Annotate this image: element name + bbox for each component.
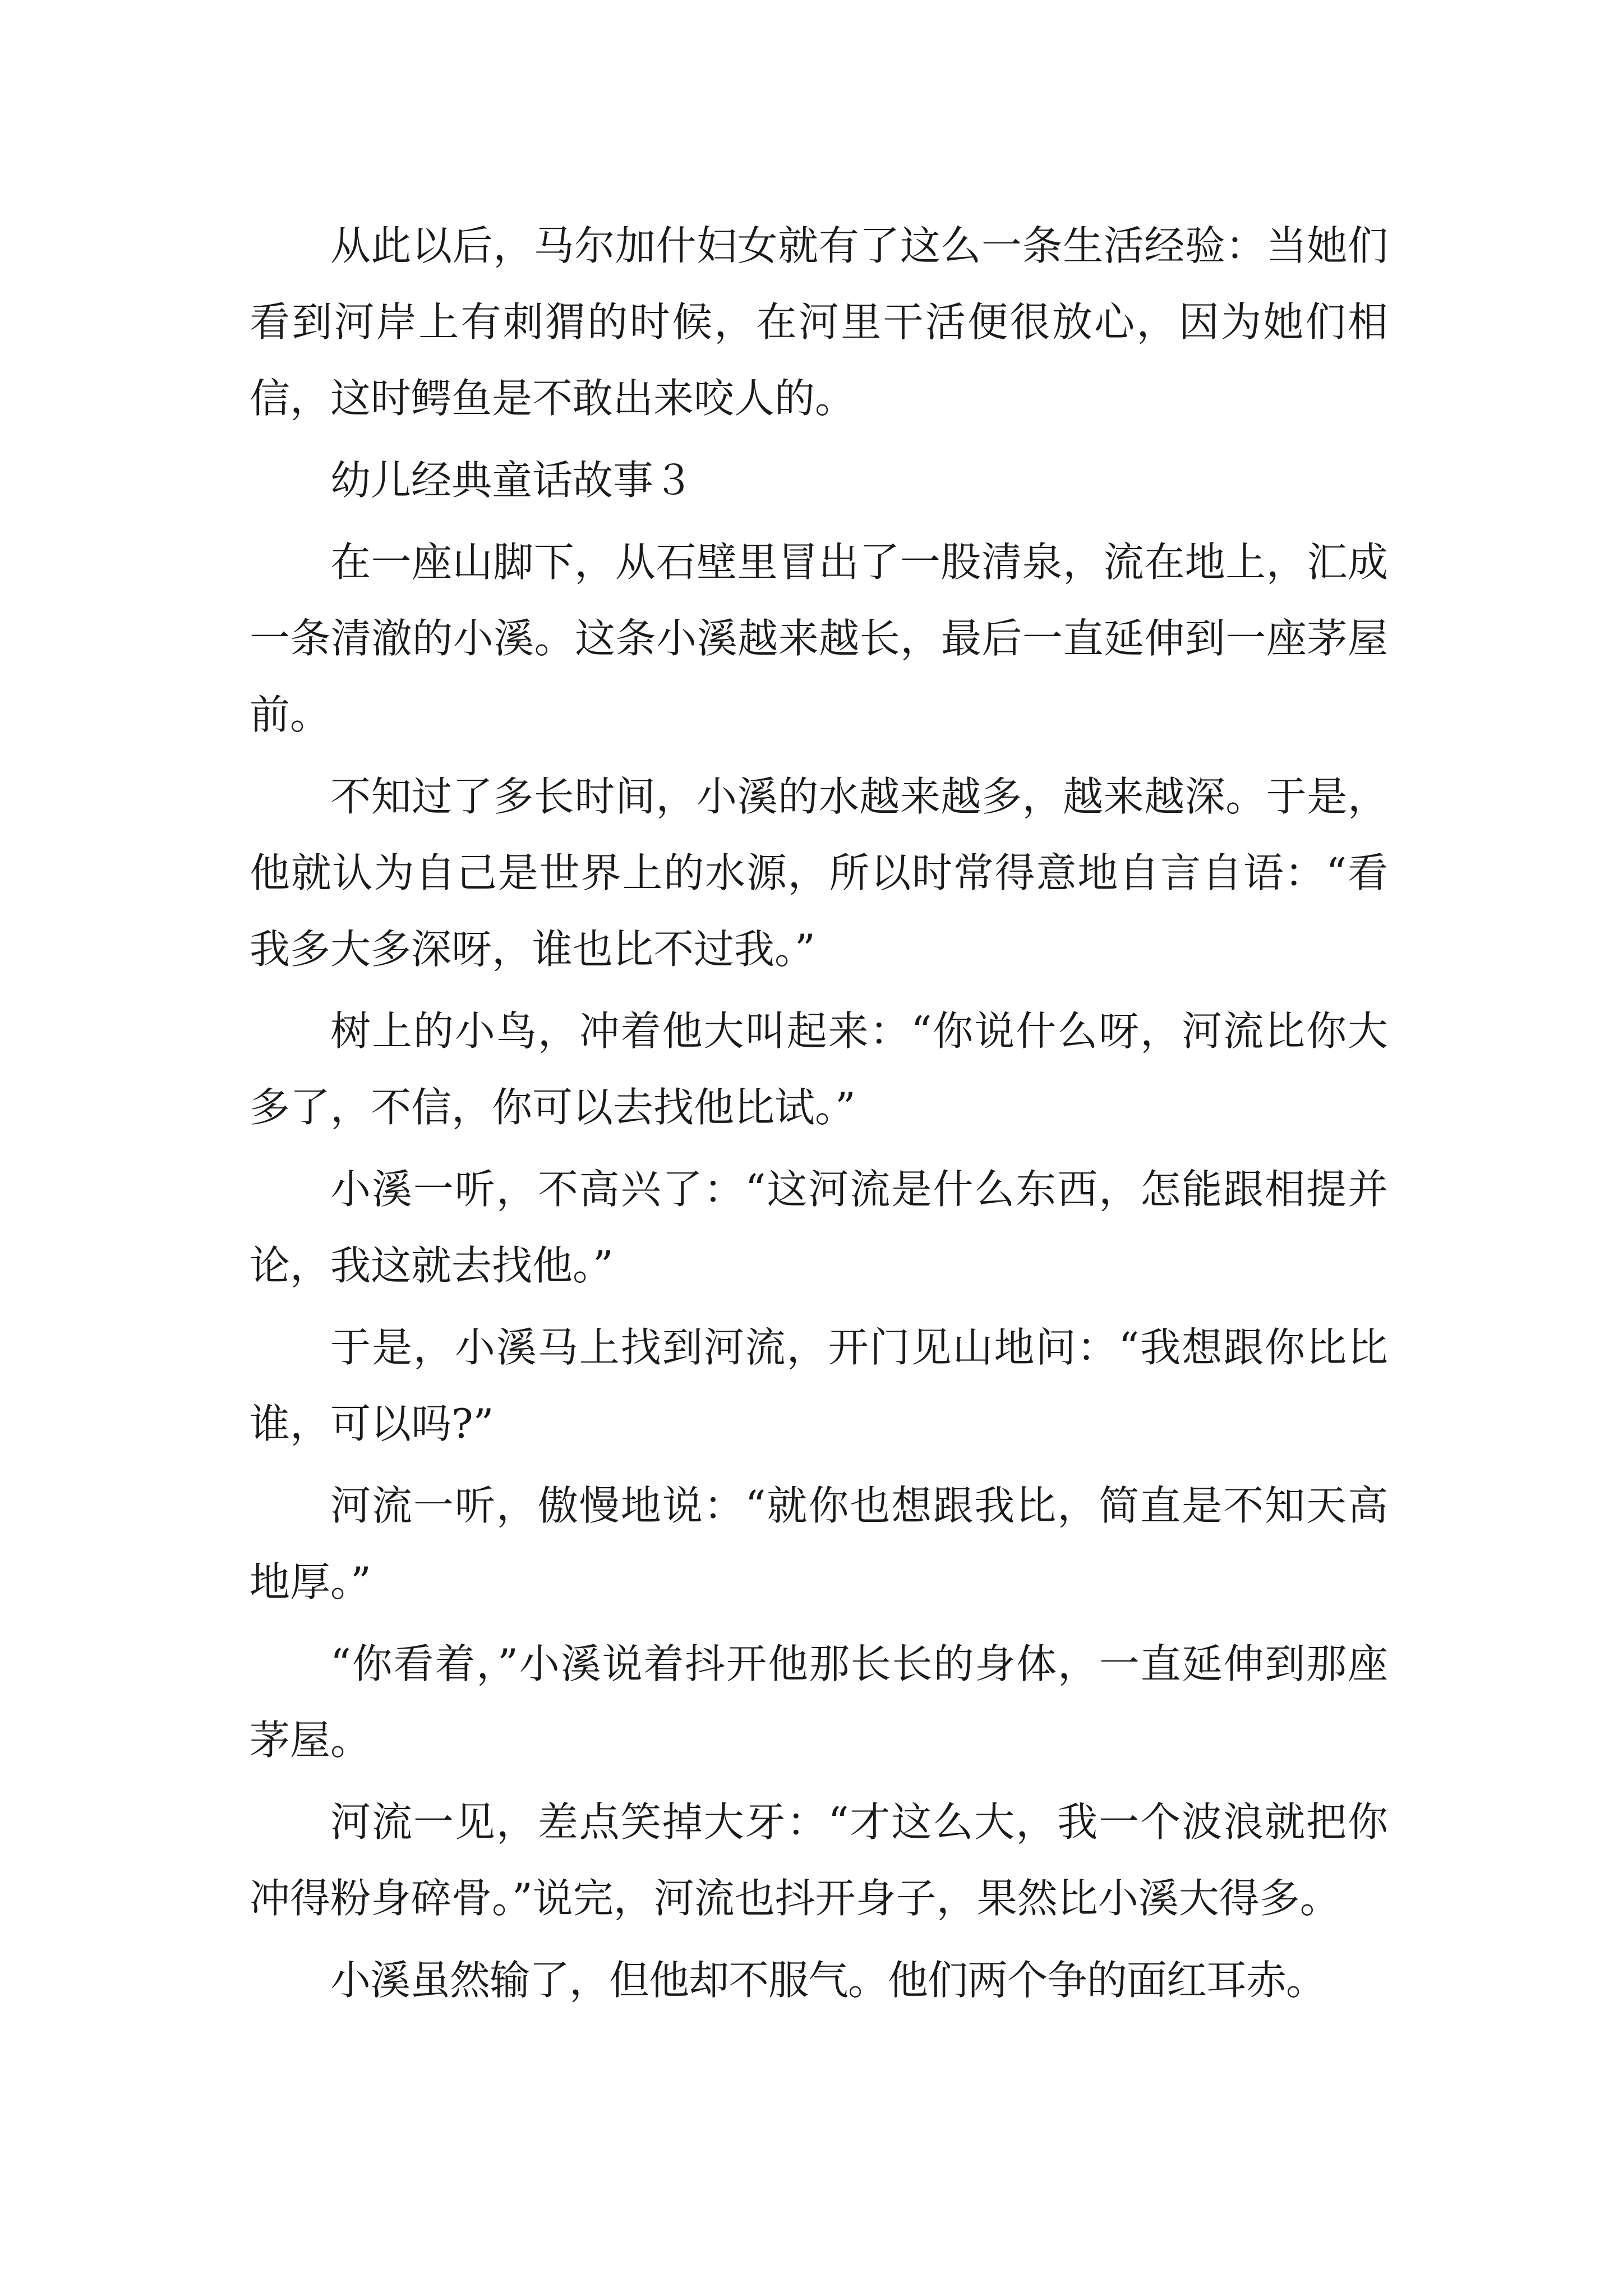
paragraph-6: 河流一听，傲慢地说：“就你也想跟我比，简直是不知天高地厚。”	[250, 1482, 1388, 1605]
paragraph-5: 于是，小溪马上找到河流，开门见山地问：“我想跟你比比谁，可以吗?”	[250, 1324, 1388, 1447]
paragraph-intro: 从此以后，马尔加什妇女就有了这么一条生活经验：当她们看到河岸上有刺猬的时候，在河里干活便很放心，因为她们相信，这时鳄鱼是不敢出来咬人的。	[250, 222, 1388, 422]
paragraph-8: 河流一见，差点笑掉大牙：“才这么大，我一个波浪就把你冲得粉身碎骨。”说完，河流也抖开身子，果然比小溪大得多。	[250, 1798, 1388, 1922]
paragraph-3: 树上的小鸟，冲着他大叫起来：“你说什么呀，河流比你大多了，不信，你可以去找他比试。”	[250, 1007, 1388, 1131]
paragraph-9: 小溪虽然输了，但他却不服气。他们两个争的面红耳赤。	[330, 1957, 1326, 2004]
paragraph-7: “你看着，”小溪说着抖开他那长长的身体，一直延伸到那座茅屋。	[250, 1640, 1388, 1764]
document-body	[250, 208, 1388, 2024]
paragraph-2: 不知过了多长时间，小溪的水越来越多，越来越深。于是，他就认为自己是世界上的水源，所以时常得意地自言自语：“看我多大多深呀，谁也比不过我。”	[250, 773, 1388, 973]
paragraph-1: 在一座山脚下，从石壁里冒出了一股清泉，流在地上，汇成一条清澈的小溪。这条小溪越来越长，最后一直延伸到一座茅屋前。	[250, 539, 1388, 738]
section-title: 幼儿经典童话故事３	[330, 457, 694, 504]
paragraph-4: 小溪一听，不高兴了：“这河流是什么东西，怎能跟相提并论，我这就去找他。”	[250, 1166, 1388, 1289]
